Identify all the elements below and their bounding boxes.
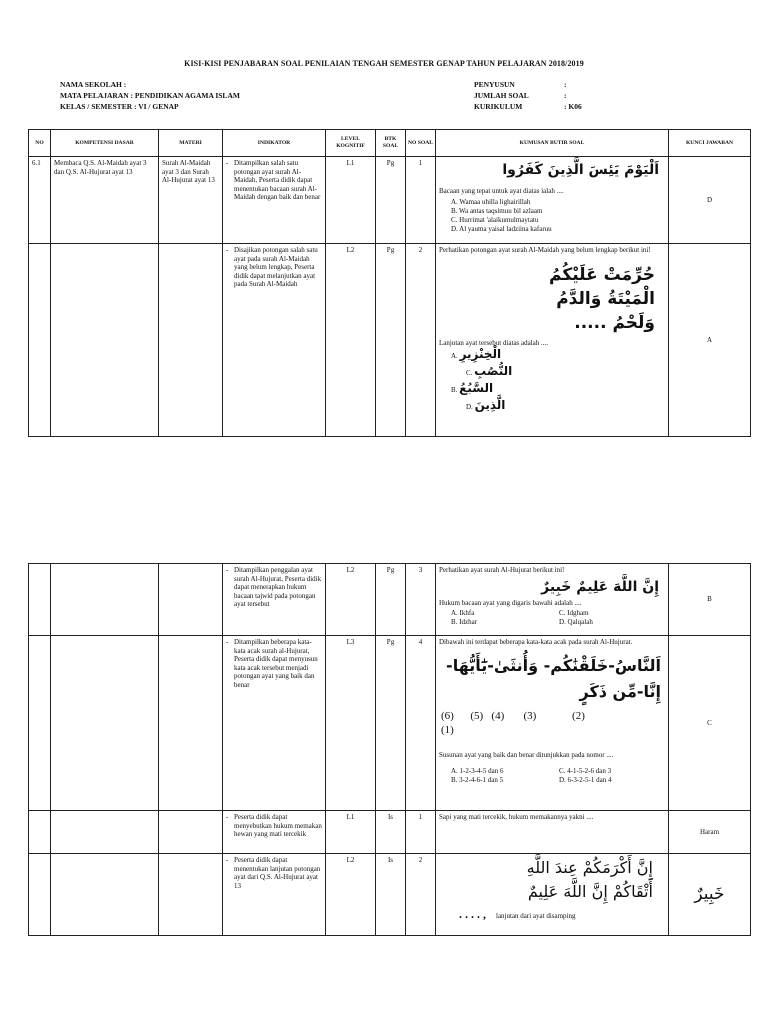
cell-question [436,636,669,811]
cell-btk: Is [376,854,406,936]
table-row [29,244,751,437]
cell-indikator: - Peserta didik dapat menentukan lanjutan potongan ayat dari Q.S. Al-Hujurat ayat 13 [223,854,326,936]
option-letter: C. [466,369,473,378]
option-b: B. Wa antas taqsimuu bil azlaam [451,206,543,215]
header-kd: KOMPETENSI DASAR [51,130,159,157]
cell-no: 6.1 [29,157,51,244]
option-a: A. 1-2-3-4-5 dan 6 [451,767,504,776]
option-c: C. Idgham [559,609,589,618]
cell-no [29,564,51,636]
cell-materi [159,854,223,936]
cell-kunci: A [669,244,751,437]
cell-indikator: - Peserta didik dapat menyebutkan hukum memakan hewan yang mati tercekik [223,811,326,854]
table-row [29,636,751,811]
arabic-verse-line-1: إِنَّ أَكْرَمَكُمْ عِندَ اللَّهِ [526,858,653,877]
option-d: D. 6-3-2-5-1 dan 4 [559,776,612,785]
header-indikator: INDIKATOR [223,130,326,157]
option-a: A. Wamaa uhilla lighairillah [451,197,531,206]
table-row [29,811,751,854]
cell-btk: Pg [376,244,406,437]
question-intro: Perhatikan ayat surah Al-Hujurat berikut ini! [439,566,565,574]
option-d [466,398,665,415]
school-info [60,79,240,112]
arabic-verse-line-1: حُرِّمَتْ عَلَيْكُمُ [549,264,655,285]
question-text: Hukum bacaan ayat yang digaris bawahi adalah .... [439,598,582,607]
arabic-words: اَلنَّاسُ-خَلَقْنَٰكُم- وَأُنثَىٰ-يَٰٓأَيُّهَا-إِنَّا-مِّن ذَكَرٍ [446,655,661,701]
header-kunci: KUNCI JAWABAN [669,130,751,157]
cell-level: L1 [326,157,376,244]
option-b [451,381,665,398]
question-text: Bacaan yang tepat untuk ayat diatas ialah .... [439,187,564,195]
cell-materi: Surah Al-Maidah ayat 3 dan Surah Al-Hujurat ayat 13 [159,157,223,244]
cell-level: L2 [326,244,376,437]
option-arabic: النُّصُبِ [474,364,513,379]
cell-kunci: خَبِيرٌ [669,854,751,936]
cell-kd [51,244,159,437]
option-b: B. Idzhar [451,618,478,627]
option-arabic: الَّذِينَ [474,398,506,413]
option-c: C. 4-1-5-2-6 dan 3 [559,767,612,776]
cell-nosoal: 4 [406,636,436,811]
cell-nosoal: 1 [406,157,436,244]
table-row [29,854,751,936]
cell-level: L2 [326,564,376,636]
cell-nosoal: 2 [406,854,436,936]
cell-no [29,854,51,936]
cell-kd [51,854,159,936]
cell-indikator: - Disajikan potongan salah satu ayat pada surah Al-Maidah yang belum lengkap, Peserta didik dapat melanjutkan ayat pada Surah Al-Maidah [223,244,326,437]
cell-level: L2 [326,854,376,936]
cell-kd [51,811,159,854]
word-numbers: (6) (5) (4) (3) (2) [441,709,585,722]
cell-materi [159,564,223,636]
continuation-dots: . . . . , [459,907,486,921]
question-intro: Dibawah ini terdapat beberapa kata-kata acak pada surah Al-Hujurat. [439,638,633,646]
curriculum-value: : K06 [564,102,582,111]
option-c: C. Hurrimat 'alaikumulmaytatu [451,215,539,224]
arabic-verse: إِنَّ اللَّهَ عَلِيمٌ خَبِيرٌ [541,578,659,595]
grid-table-part-1 [28,129,751,437]
question-intro: Perhatikan potongan ayat surah Al-Maidah yang belum lengkap berikut ini! [439,246,651,254]
header-row [29,130,751,157]
author-info [474,79,582,112]
option-a [451,347,665,364]
arabic-verse-line-2: الْمَيْتَةُ وَالدَّمُ [556,288,655,309]
indikator-text: Peserta didik dapat menentukan lanjutan potongan ayat dari Q.S. Al-Hujurat ayat 13 [234,856,321,890]
cell-btk: Is [376,811,406,854]
cell-question [436,157,669,244]
indikator-text: Ditampilkan penggalan ayat surah Al-Hujurat, Peserta didik dapat menerapkan hukum bacaan tajwid pada potongan ayat tersebut [234,566,322,609]
cell-materi [159,244,223,437]
question-count-value: : [564,91,567,100]
cell-level: L3 [326,636,376,811]
arabic-verse: اَلْيَوْمَ يَئِسَ الَّذِينَ كَفَرُوا [502,162,659,178]
cell-indikator: - Ditampilkan salah satu potongan ayat surah Al-Maidah, Peserta didik dapat menentukan bacaan surah Al-Maidah dengan baik dan benar [223,157,326,244]
cell-btk: Pg [376,157,406,244]
cell-kunci: Haram [669,811,751,854]
word-number-last: (1) [441,723,454,736]
indikator-text: Peserta didik dapat menyebutkan hukum memakan hewan yang mati tercekik [234,813,322,839]
cell-question [436,244,669,437]
option-b: B. 3-2-4-6-1 dan 5 [451,776,504,785]
cell-question [436,854,669,936]
subject-line: MATA PELAJARAN : PENDIDIKAN AGAMA ISLAM [60,91,240,100]
cell-kunci: B [669,564,751,636]
header-no: NO [29,130,51,157]
header-btk: BTK SOAL [376,130,406,157]
indikator-text: Ditampilkan beberapa kata-kata acak surah al-Hujurat, Peserta didik dapat menyusun kata acak tersebut menjadi potongan ayat yang baik dan benar [234,638,318,689]
cell-kd: Membaca Q.S. Al-Maidah ayat 3 dan Q.S. Al-Hujurat ayat 13 [51,157,159,244]
option-arabic: الْخِنْزِيرِ [459,347,502,362]
table-row [29,157,751,244]
question-text: Susunan ayat yang baik dan benar ditunjukkan pada nomor .... [439,750,614,759]
continuation-note: lanjutan dari ayat disamping [496,912,576,920]
option-a: A. Ikhfa [451,609,475,618]
grid-table-part-2 [28,563,751,936]
school-name-line: NAMA SEKOLAH : [60,80,127,89]
document-title: KISI-KISI PENJABARAN SOAL PENILAIAN TENGAH SEMESTER GENAP TAHUN PELAJARAN 2018/2019 [184,59,584,68]
question-count-label: JUMLAH SOAL [474,91,529,100]
option-c [466,364,665,381]
cell-question: Sapi yang mati tercekik, hukum memakannya yakni .... [436,811,669,854]
table-row [29,564,751,636]
arabic-verse-line-2: أَتْقَاكُمْ إِنَّ اللَّهَ عَلِيمٌ [527,882,653,901]
header-nosoal: NO SOAL [406,130,436,157]
cell-question [436,564,669,636]
cell-nosoal: 3 [406,564,436,636]
option-letter: A. [451,352,458,361]
cell-no [29,811,51,854]
cell-kunci: C [669,636,751,811]
cell-indikator: - Ditampilkan beberapa kata-kata acak surah al-Hujurat, Peserta didik dapat menyusun kata acak tersebut menjadi potongan ayat yang baik dan benar [223,636,326,811]
option-d: D. Qalqalah [559,618,593,627]
cell-kd [51,564,159,636]
curriculum-label: KURIKULUM [474,102,523,111]
author-label: PENYUSUN [474,80,515,89]
question-text: Lanjutan ayat tersebut diatas adalah .... [439,338,549,347]
arabic-verse-line-3: وَلَحْمُ ..... [574,312,655,333]
class-semester-line: KELAS / SEMESTER : VI / GENAP [60,102,179,111]
option-letter: D. [466,403,473,412]
header-rumusan: KUMUSAN BUTIR SOAL [436,130,669,157]
author-value: : [564,80,567,89]
cell-btk: Pg [376,564,406,636]
header-level: LEVEL KOGNITIF [326,130,376,157]
cell-materi [159,636,223,811]
cell-kunci: D [669,157,751,244]
option-d: D. Al yauma yaisal ladziina kafaruu [451,224,552,233]
cell-materi [159,811,223,854]
indikator-text: Ditampilkan salah satu potongan ayat surah Al-Maidah, Peserta didik dapat menentukan bacaan surah Al-Maidah dengan baik dan benar [234,159,321,202]
indikator-text: Disajikan potongan salah satu ayat pada surah Al-Maidah yang belum lengkap, Peserta didik dapat melanjutkan ayat pada Surah Al-Maidah [234,246,318,289]
cell-nosoal: 1 [406,811,436,854]
cell-level: L1 [326,811,376,854]
cell-indikator: - Ditampilkan penggalan ayat surah Al-Hujurat, Peserta didik dapat menerapkan hukum bacaan tajwid pada potongan ayat tersebut [223,564,326,636]
option-letter: B. [451,386,458,395]
cell-kd [51,636,159,811]
cell-no [29,244,51,437]
option-arabic: السَّبُعُ [459,381,494,396]
cell-btk: Pg [376,636,406,811]
header-materi: MATERI [159,130,223,157]
cell-no [29,636,51,811]
cell-nosoal: 2 [406,244,436,437]
